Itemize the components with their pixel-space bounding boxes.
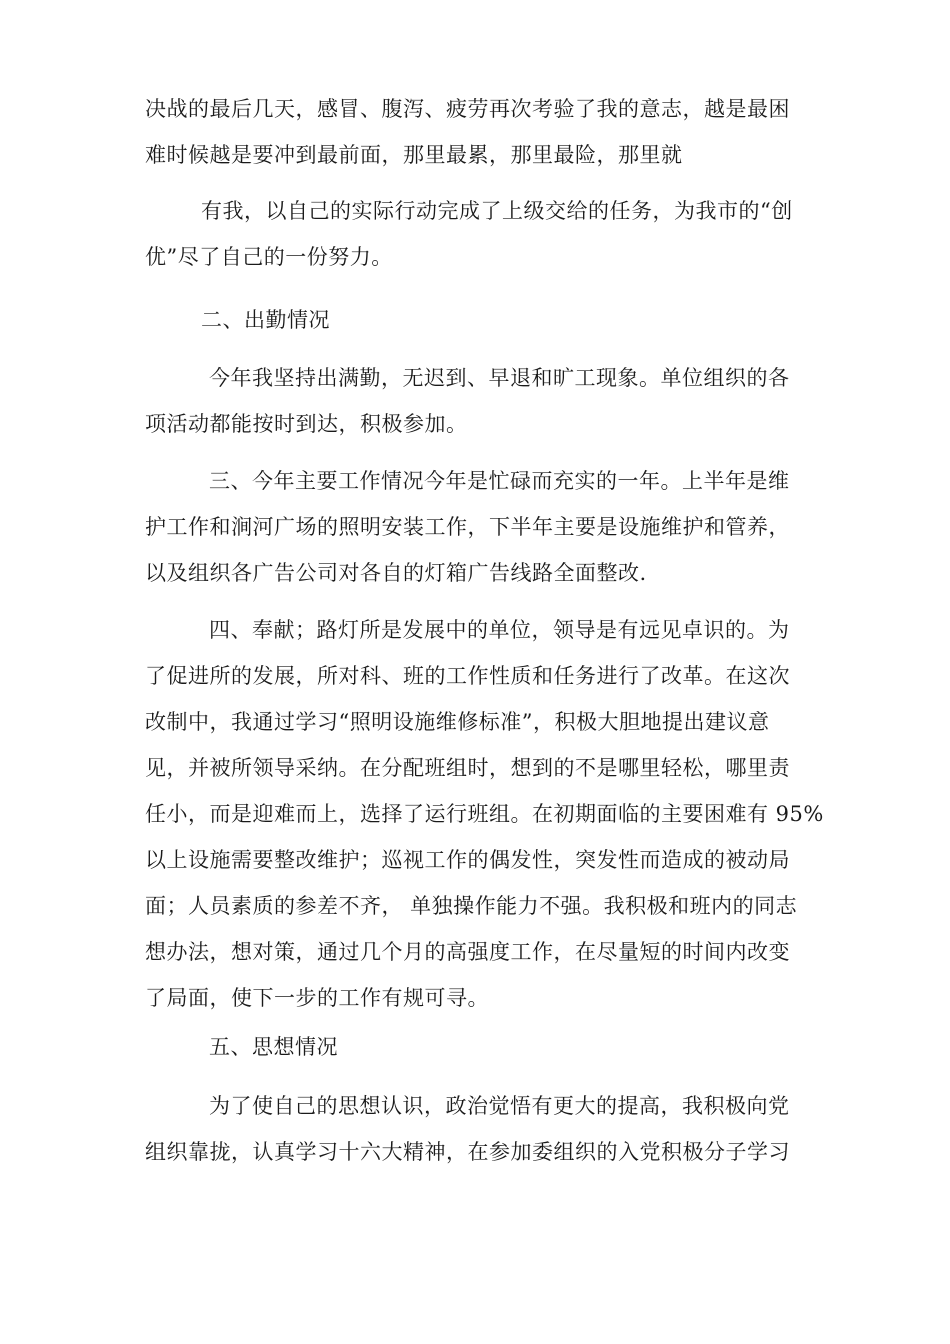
paragraph — [145, 458, 825, 596]
section-heading — [145, 1024, 825, 1070]
text-line: 优”尽了自己的一份努力。 — [145, 245, 393, 269]
section-heading — [145, 297, 825, 343]
text-line: 护工作和涧河广场的照明安装工作，下半年主要是设施维护和管养， — [145, 515, 790, 539]
text-line: 面；人员素质的参差不齐， 单独操作能力不强。我积极和班内的同志 — [145, 894, 798, 918]
heading-text: 二、出勤情况 — [201, 308, 330, 332]
text-line: 今年我坚持出满勤，无迟到、早退和旷工现象。单位组织的各 — [209, 366, 790, 390]
text-line: 项活动都能按时到达，积极参加。 — [145, 412, 468, 436]
text-line: 以及组织各广告公司对各自的灯箱广告线路全面整改. — [145, 561, 647, 585]
text-line: 有我，以自己的实际行动完成了上级交给的任务，为我市的“创 — [201, 199, 793, 223]
paragraph — [145, 86, 825, 178]
text-line: 见，并被所领导采纳。在分配班组时，想到的不是哪里轻松，哪里责 — [145, 756, 790, 780]
paragraph — [145, 188, 825, 280]
text-line: 三、今年主要工作情况今年是忙碌而充实的一年。上半年是维 — [209, 469, 790, 493]
text-line: 以上设施需要整改维护；巡视工作的偶发性，突发性而造成的被动局 — [145, 848, 790, 872]
text-line: 改制中，我通过学习“照明设施维修标准”，积极大胆地提出建议意 — [145, 710, 770, 734]
text-line: 想办法，想对策，通过几个月的高强度工作，在尽量短的时间内改变 — [145, 940, 790, 964]
paragraph — [145, 1083, 825, 1175]
text-line: 了促进所的发展，所对科、班的工作性质和任务进行了改革。在这次 — [145, 664, 790, 688]
text-line: 难时候越是要冲到最前面，那里最累，那里最险，那里就 — [145, 143, 683, 167]
text-line: 四、奉献；路灯所是发展中的单位，领导是有远见卓识的。为 — [209, 618, 790, 642]
text-line: 组织靠拢，认真学习十六大精神，在参加委组织的入党积极分子学习 — [145, 1140, 790, 1164]
paragraph — [145, 355, 825, 447]
text-line: 为了使自己的思想认识，政治觉悟有更大的提高，我积极向党 — [209, 1094, 790, 1118]
text-line: 任小，而是迎难而上，选择了运行班组。在初期面临的主要困难有 95% — [145, 802, 824, 826]
text-line: 了局面，使下一步的工作有规可寻。 — [145, 986, 489, 1010]
paragraph — [145, 607, 825, 1021]
text-line: 决战的最后几天，感冒、腹泻、疲劳再次考验了我的意志，越是最困 — [145, 97, 790, 121]
heading-text: 五、思想情况 — [209, 1035, 338, 1059]
